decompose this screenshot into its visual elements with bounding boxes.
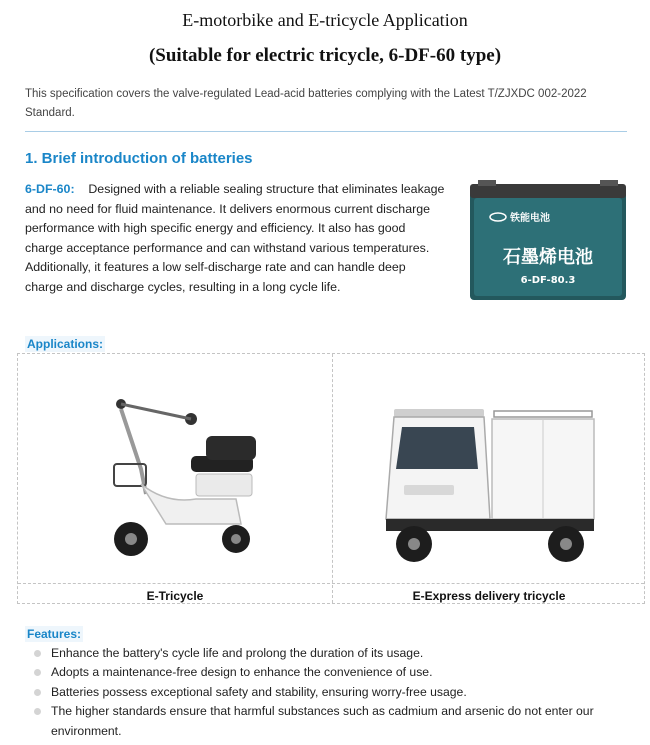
description-text: Designed with a reliable sealing structure that eliminates leakage and no need for fluid maintenance. It delivers enormous current discharge performance with high specific energy and efficiency. It also has good charge acceptance performance and can withstand various temperatures. Additionally, it features a low self-discharge rate and can handle deep charge and discharge cycles, resulting in a long cycle life. <box>25 182 445 294</box>
battery-description <box>25 180 445 297</box>
page-title: E-motorbike and E-tricycle Application <box>182 10 468 30</box>
express-tricycle-image <box>374 399 604 569</box>
features-list <box>32 644 632 741</box>
feature-text: Adopts a maintenance-free design to enhance the convenience of use. <box>51 665 433 680</box>
list-item <box>32 644 632 663</box>
intro-text: This specification covers the valve-regulated Lead-acid batteries complying with the Latest T/ZJXDC 002-2022 Standard. <box>25 88 587 119</box>
battery-brand: 铁能电池 <box>510 213 550 224</box>
table-divider <box>332 354 333 603</box>
applications-table <box>17 353 645 604</box>
e-tricycle-image <box>86 384 266 564</box>
battery-model: 6-DF-80.3 <box>520 275 576 286</box>
model-tag: 6-DF-60: <box>25 182 75 196</box>
page-subtitle: (Suitable for electric tricycle, 6-DF-60 type) <box>148 45 502 66</box>
battery-label: 石墨烯电池 <box>503 247 593 268</box>
feature-text: Batteries possess exceptional safety and stability, ensuring worry-free usage. <box>51 684 467 699</box>
bullet-icon <box>34 708 41 715</box>
bullet-icon <box>34 669 41 676</box>
bullet-icon <box>34 650 41 657</box>
application-caption: E-Tricycle <box>146 589 204 603</box>
list-item <box>32 702 632 741</box>
list-item <box>32 683 632 702</box>
list-item <box>32 663 632 682</box>
bullet-icon <box>34 689 41 696</box>
application-caption: E-Express delivery tricycle <box>412 589 566 603</box>
applications-label: Applications: <box>27 337 104 351</box>
table-divider <box>18 583 644 584</box>
battery-image <box>468 180 628 302</box>
feature-text: Enhance the battery's cycle life and prolong the duration of its usage. <box>51 646 424 660</box>
features-label: Features: <box>27 627 82 641</box>
divider <box>25 131 627 132</box>
section-title: 1. Brief introduction of batteries <box>25 150 253 167</box>
feature-text: The higher standards ensure that harmful substances such as cadmium and arsenic do not enter our environment. <box>51 704 594 738</box>
